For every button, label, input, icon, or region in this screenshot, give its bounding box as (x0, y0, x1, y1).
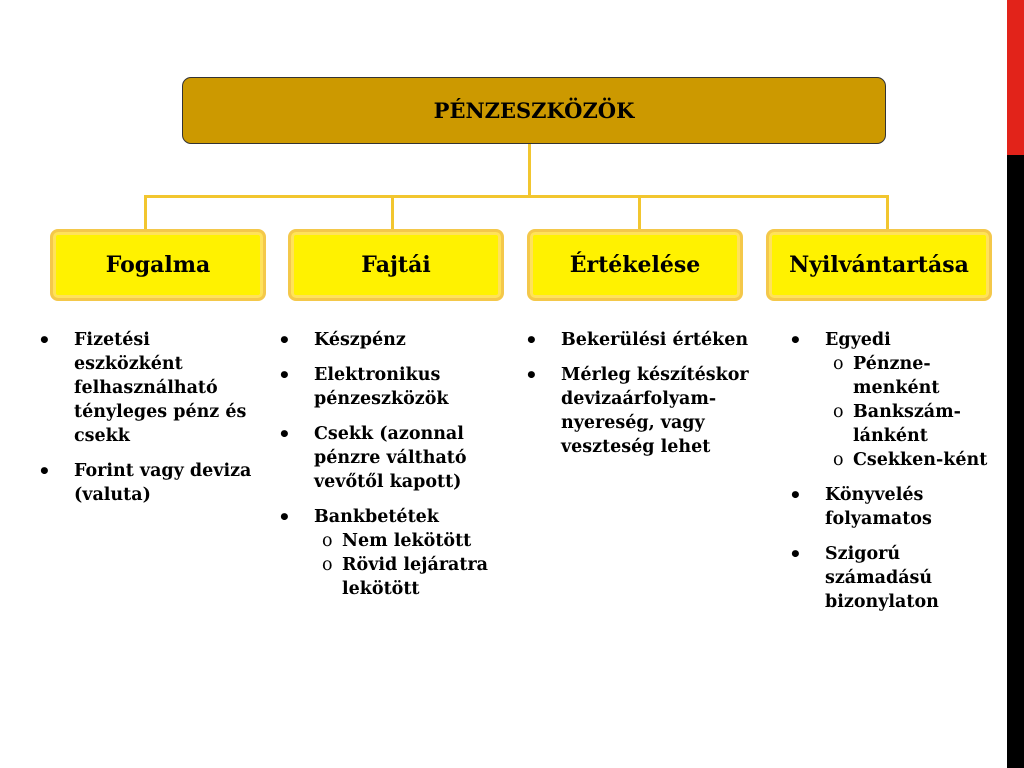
column-fogalma (36, 328, 261, 518)
column-nyilvantartasa (787, 328, 1002, 625)
sub-bullet-item: o Bankszám-lánként (825, 400, 1002, 448)
connector-drop-2 (391, 195, 394, 229)
bullet-item: • Egyedi o Pénzne-menként o Bankszám-lánként o Csekken-ként (787, 328, 1002, 472)
bullet-item: • Szigorú számadású bizonylaton (787, 542, 1002, 614)
connector-drop-3 (638, 195, 641, 229)
category-fogalma (50, 229, 266, 301)
column-fajtai (276, 328, 508, 612)
bullet-item: • Csekk (azonnal pénzre váltható vevőtől kapott) (276, 422, 508, 494)
bullet-item: • Készpénz (276, 328, 508, 352)
bullet-item: • Bankbetétek o Nem lekötött o Rövid lejáratra lekötött (276, 505, 508, 601)
side-accent-red (1007, 0, 1024, 155)
connector-horizontal (144, 195, 889, 198)
category-label: Értékelése (569, 252, 701, 278)
connector-drop-4 (886, 195, 889, 229)
bullet-item: • Elektronikus pénzeszközök (276, 363, 508, 411)
bullet-item: • Könyvelés folyamatos (787, 483, 1002, 531)
category-label: Fajtái (361, 252, 431, 278)
root-node (182, 77, 886, 144)
bullet-item: • Bekerülési értéken (523, 328, 763, 352)
root-label: PÉNZESZKÖZÖK (433, 98, 635, 123)
column-ertekelese (523, 328, 763, 470)
sub-bullet-item: o Csekken-ként (825, 448, 1002, 472)
sub-bullet-item: o Nem lekötött (314, 529, 508, 553)
connector-drop-1 (144, 195, 147, 229)
side-accent-black (1007, 155, 1024, 768)
category-fajtai (288, 229, 504, 301)
bullet-item: • Forint vagy deviza (valuta) (36, 459, 261, 507)
category-ertekelese (527, 229, 743, 301)
category-label: Fogalma (105, 252, 211, 278)
connector-trunk (528, 144, 531, 196)
bullet-item: • Mérleg készítéskor devizaárfolyam-nyereség, vagy veszteség lehet (523, 363, 763, 459)
sub-bullet-item: o Pénzne-menként (825, 352, 1002, 400)
sub-bullet-item: o Rövid lejáratra lekötött (314, 553, 508, 601)
category-label: Nyilvántartása (789, 252, 969, 278)
bullet-item: • Fizetési eszközként felhasználható tényleges pénz és csekk (36, 328, 261, 448)
category-nyilvantartasa (766, 229, 992, 301)
